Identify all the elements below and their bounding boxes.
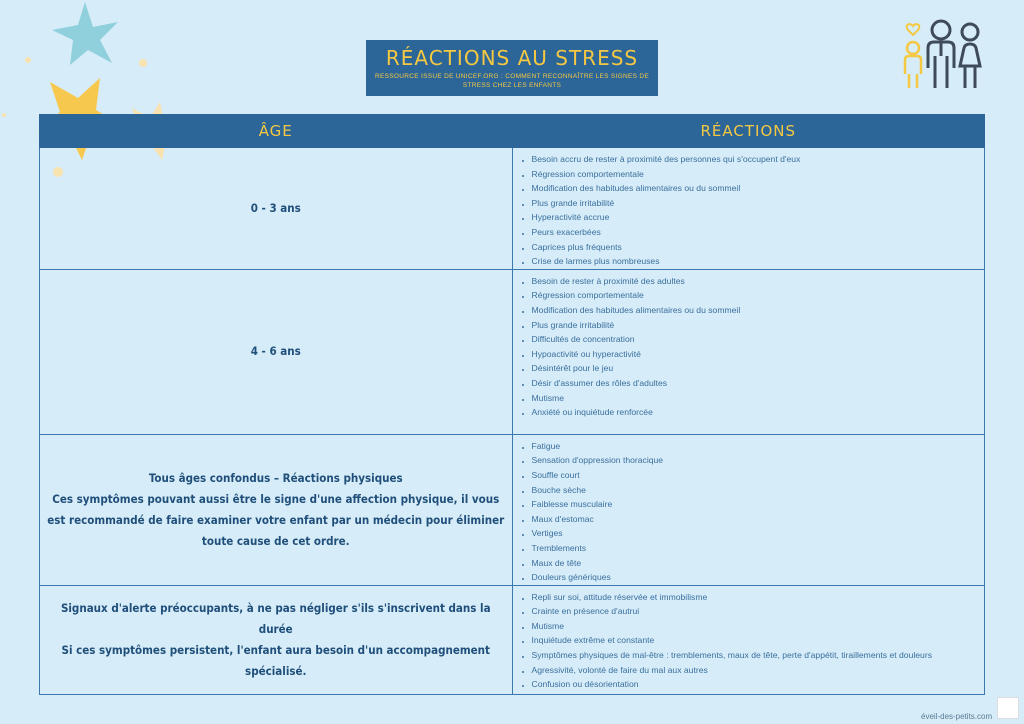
age-heading: Signaux d'alerte préoccupants, à ne pas négliger s'ils s'inscrivent dans la durée — [60, 600, 491, 636]
list-item: • Caprices plus fréquents — [532, 240, 985, 255]
reactions-cell — [512, 269, 985, 434]
list-item: • Maux d'estomac — [532, 512, 985, 527]
table-row — [40, 434, 985, 585]
list-item: • Agressivité, volonté de faire du mal aux autres — [532, 663, 985, 678]
list-item: • Difficultés de concentration — [532, 332, 985, 347]
reactions-cell — [512, 585, 985, 694]
list-item: • Faiblesse musculaire — [532, 497, 985, 512]
list-item: • Bouche sèche — [532, 483, 985, 498]
brand-logo — [997, 697, 1019, 719]
list-item: • Douleurs génériques — [532, 570, 985, 585]
list-item: • Anxiété ou inquiétude renforcée — [532, 405, 985, 420]
list-item: • Régression comportementale — [532, 167, 985, 182]
table-row — [40, 585, 985, 694]
dot-icon — [139, 59, 147, 67]
list-item: • Inquiétude extrême et constante — [532, 633, 985, 648]
dot-icon — [25, 57, 31, 63]
footer-url[interactable]: éveil-des-petits.com — [921, 712, 993, 721]
reactions-list — [513, 274, 985, 420]
list-item: • Besoin de rester à proximité des adultes — [532, 274, 985, 289]
list-item: • Peurs exacerbées — [532, 225, 985, 240]
age-cell: 0 - 3 ans — [40, 148, 513, 270]
list-item: • Fatigue — [532, 439, 985, 454]
stress-reactions-table — [39, 114, 985, 695]
list-item: • Modification des habitudes alimentaires ou du sommeil — [532, 303, 985, 318]
column-header-reactions: RÉACTIONS — [512, 115, 985, 148]
age-cell — [40, 434, 513, 585]
table-row — [40, 269, 985, 434]
reactions-cell — [512, 434, 985, 585]
list-item: • Plus grande irritabilité — [532, 318, 985, 333]
list-item: • Besoin accru de rester à proximité des personnes qui s'occupent d'eux — [532, 152, 985, 167]
list-item: • Souffle court — [532, 468, 985, 483]
list-item: • Sensation d'oppression thoracique — [532, 453, 985, 468]
list-item: • Crainte en présence d'autrui — [532, 604, 985, 619]
age-note: Si ces symptômes persistent, l'enfant aura besoin d'un accompagnement spécialisé. — [61, 642, 490, 678]
list-item: • Vertiges — [532, 526, 985, 541]
reactions-list — [513, 439, 985, 585]
list-item: • Plus grande irritabilité — [532, 196, 985, 211]
list-item: • Désintérêt pour le jeu — [532, 361, 985, 376]
star-icon — [52, 2, 118, 65]
list-item: • Tremblements — [532, 541, 985, 556]
title-banner — [366, 40, 658, 96]
list-item: • Mutisme — [532, 391, 985, 406]
age-heading: Tous âges confondus – Réactions physiques — [148, 470, 403, 485]
list-item: • Régression comportementale — [532, 288, 985, 303]
list-item: • Maux de tête — [532, 556, 985, 571]
list-item: • Confusion ou désorientation — [532, 677, 985, 692]
list-item: • Hyperactivité accrue — [532, 210, 985, 225]
reactions-list — [513, 152, 985, 269]
list-item: • Mutisme — [532, 619, 985, 634]
age-cell: 4 - 6 ans — [40, 269, 513, 434]
list-item: • Hypoactivité ou hyperactivité — [532, 347, 985, 362]
list-item: • Crise de larmes plus nombreuses — [532, 254, 985, 269]
page-title: RÉACTIONS AU STRESS — [385, 46, 639, 70]
list-item: • Symptômes physiques de mal-être : tremblements, maux de tête, perte d'appétit, tiraillements et douleurs — [532, 648, 985, 663]
page-subtitle: RESSOURCE ISSUE DE UNICEF.ORG : COMMENT RECONNAÎTRE LES SIGNES DE STRESS CHEZ LES ENFANTS — [374, 73, 649, 89]
list-item: • Désir d'assumer des rôles d'adultes — [532, 376, 985, 391]
list-item: • Modification des habitudes alimentaires ou du sommeil — [532, 181, 985, 196]
column-header-age: ÂGE — [40, 115, 513, 148]
table-row — [40, 148, 985, 270]
family-icon — [898, 16, 994, 96]
age-note: Ces symptômes pouvant aussi être le signe d'une affection physique, il vous est recommandé de faire examiner votre enfant par un médecin pour éliminer toute cause de cet ordre. — [47, 491, 505, 548]
reactions-list — [513, 590, 985, 692]
list-item: • Repli sur soi, attitude réservée et immobilisme — [532, 590, 985, 605]
reactions-cell — [512, 148, 985, 270]
dot-icon — [2, 113, 6, 117]
age-cell — [40, 585, 513, 694]
table-header-row — [40, 115, 985, 148]
